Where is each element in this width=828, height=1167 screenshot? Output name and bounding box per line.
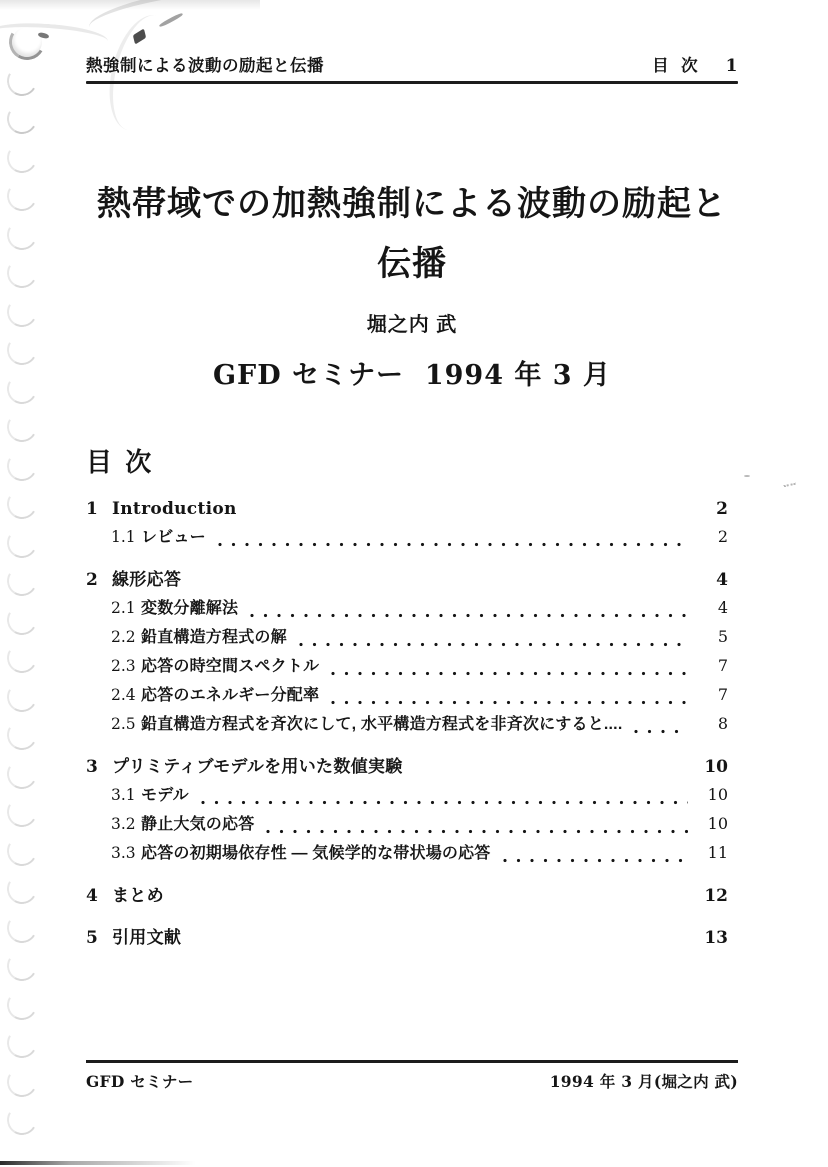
binding-hole-shadow (4, 986, 40, 1022)
binding-hole-shadow (4, 216, 40, 252)
toc-subsection-title: 応答の時空間スペクトル (141, 658, 320, 675)
page-content (86, 0, 738, 952)
toc-subsection-row (86, 781, 738, 810)
toc-subsection-page: 4 (717, 598, 728, 617)
toc-leader-dots (331, 671, 688, 676)
toc-subsection-row (86, 594, 738, 623)
toc-subsection-number: 2.4 (111, 686, 136, 704)
scan-edge-shadow (0, 1161, 230, 1165)
binding-hole-shadow (4, 678, 40, 714)
page-footer (86, 1060, 738, 1092)
toc-leader-dots (218, 542, 688, 547)
toc-subsection-page: 2 (717, 527, 728, 546)
toc-subsection-page: 7 (717, 685, 728, 704)
toc-leader-dots (634, 729, 688, 734)
toc-section-page: 10 (704, 757, 728, 777)
toc-subsection-page: 10 (707, 785, 728, 804)
toc-section-row (86, 882, 738, 910)
running-header-right (652, 52, 738, 76)
toc-subsection-page: 7 (717, 656, 728, 675)
toc-section-number: 2 (86, 570, 98, 590)
binding-hole-shadow (4, 948, 40, 984)
toc-section-title: 引用文献 (112, 928, 182, 948)
binding-hole-shadow (4, 370, 40, 406)
toc-subsection-number: 2.3 (111, 657, 136, 675)
footer-right: 1994 年 3 月(堀之内 武) (549, 1071, 738, 1091)
toc-section-number: 5 (86, 928, 98, 948)
scan-ink-speck (744, 475, 750, 477)
toc-subsection-page: 10 (707, 814, 728, 833)
toc-leader-dots (201, 800, 688, 805)
binding-hole-shadow (4, 794, 40, 830)
toc-subsection-row (86, 523, 738, 552)
binding-hole-shadow (4, 601, 40, 637)
scan-ink-speck (782, 477, 795, 487)
document-title-line2: 伝播 (377, 245, 447, 283)
toc-section-row (86, 924, 738, 952)
toc-subsection-row (86, 652, 738, 681)
toc-section-row (86, 566, 738, 594)
binding-hole-shadow (4, 832, 40, 868)
toc-subsection-number: 3.1 (111, 786, 136, 804)
binding-hole-shadow (4, 524, 40, 560)
toc-section-title: Introduction (112, 499, 237, 519)
running-header-page-number: 1 (725, 56, 738, 76)
header-rule (86, 81, 738, 84)
toc-section-page: 4 (716, 570, 728, 590)
toc-subsection-title: 鉛直構造方程式の解 (141, 629, 287, 646)
binding-hole-shadow (4, 640, 40, 676)
toc-section-title: 線形応答 (112, 570, 182, 590)
running-header-section-label: 目 次 (652, 57, 702, 75)
toc-subsection-row (86, 623, 738, 652)
toc-section-page: 2 (716, 499, 728, 519)
footer-left: GFD セミナー (86, 1071, 194, 1091)
binding-hole-shadow (4, 1063, 40, 1099)
binding-hole-shadow (4, 486, 40, 522)
running-header (86, 52, 738, 76)
binding-hole-shadow (4, 563, 40, 599)
toc-subsection-number: 2.5 (111, 715, 136, 733)
toc-section-number: 3 (86, 757, 98, 777)
binding-hole-shadow (4, 1102, 40, 1138)
toc-subsection-row (86, 839, 738, 868)
toc-subsection-title: 静止大気の応答 (141, 816, 255, 833)
toc-subsection-title: モデル (141, 787, 189, 804)
toc-subsection-page: 11 (707, 843, 728, 862)
binding-hole-shadow (4, 62, 40, 98)
toc-leader-dots (331, 700, 688, 705)
toc-list (86, 495, 738, 952)
toc-section-number: 4 (86, 886, 98, 906)
binding-hole-shadow (4, 293, 40, 329)
toc-subsection-title: 応答の初期場依存性 — 気候学的な帯状場の応答 (141, 845, 491, 862)
footer-row (86, 1070, 738, 1092)
toc-subsection-page: 8 (717, 714, 728, 733)
toc-heading: 目 次 (86, 447, 155, 477)
binding-hole-shadow (4, 255, 40, 291)
document-title-line1: 熱帯域での加熱強制による波動の励起と (97, 185, 727, 223)
binding-hole-shadow (4, 871, 40, 907)
toc-subsection-number: 2.1 (111, 599, 136, 617)
binding-hole-shadow (4, 717, 40, 753)
author-name: 堀之内 武 (366, 314, 458, 336)
toc-subsection-number: 3.2 (111, 815, 136, 833)
toc-subsection-title: 変数分離解法 (141, 600, 239, 617)
toc-section-title: まとめ (112, 886, 164, 906)
binding-hole-shadow (4, 447, 40, 483)
toc-section-title: プリミティブモデルを用いた数値実験 (112, 757, 403, 777)
running-header-title: 熱強制による波動の励起と伝播 (86, 57, 324, 75)
toc-subsection-page: 5 (717, 627, 728, 646)
toc-subsection-title: 鉛直構造方程式を斉次にして, 水平構造方程式を非斉次にすると.... (141, 716, 623, 733)
binding-hole-shadow (4, 178, 40, 214)
toc-section-page: 12 (704, 886, 728, 906)
toc-section-page: 13 (704, 928, 728, 948)
binding-hole-shadow (4, 101, 40, 137)
seminar-line: GFD セミナー 1994 年 3 月 (213, 360, 611, 391)
toc-subsection-number: 1.1 (111, 528, 136, 546)
toc-subsection-row (86, 810, 738, 839)
toc-subsection-title: レビュー (141, 529, 206, 546)
footer-rule (86, 1060, 738, 1063)
toc-leader-dots (503, 858, 689, 863)
toc-section-row (86, 495, 738, 523)
toc-section-number: 1 (86, 499, 98, 519)
binding-hole-shadow (4, 909, 40, 945)
spiral-binding (0, 0, 70, 1167)
document-title (86, 174, 738, 294)
toc-leader-dots (250, 613, 688, 618)
toc-subsection-row (86, 710, 738, 739)
toc-leader-dots (299, 642, 688, 647)
toc-section-row (86, 753, 738, 781)
toc-subsection-title: 応答のエネルギー分配率 (141, 687, 320, 704)
toc-leader-dots (266, 829, 688, 834)
toc-subsection-number: 3.3 (111, 844, 136, 862)
binding-hole-shadow (4, 1025, 40, 1061)
toc-subsection-row (86, 681, 738, 710)
binding-hole-shadow (4, 139, 40, 175)
binding-hole-shadow (4, 409, 40, 445)
toc-subsection-number: 2.2 (111, 628, 136, 646)
binding-hole-shadow (4, 755, 40, 791)
binding-hole-shadow (4, 332, 40, 368)
